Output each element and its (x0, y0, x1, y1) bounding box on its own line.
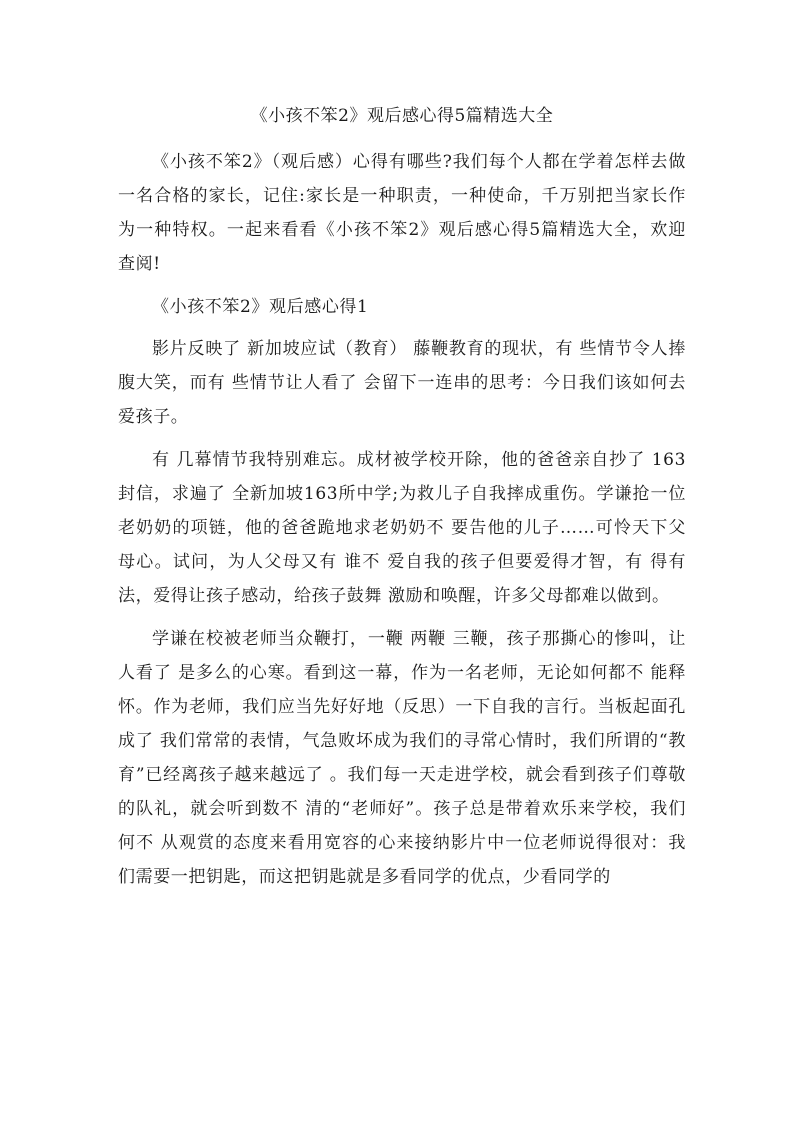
section-heading: 《小孩不笨2》观后感心得1 (152, 297, 369, 317)
body-paragraph: 学谦在校被老师当众鞭打，一鞭 两鞭 三鞭，孩子那撕心的惨叫，让人看了 是多么的心寒。看到这一幕，作为一名老师，无论如何都不 能释怀。作为老师，我们应当先好好地（反思）一下自我的言行。当板起面孔成了 我们常常的表情，气急败坏成为我们的寻常心情时，我们所谓的“教育”已经离孩子越来越远了 。我们每一天走进学校，就会看到孩子们尊敬的队礼，就会听到数不 清的“老师好”。孩子总是带着欢乐来学校，我们何不 从观赏的态度来看用宽容的心来接纳影片中一位老师说得很对：我们需要一把钥匙，而这把钥匙就是多看同学的优点，少看同学的 (118, 629, 686, 887)
document-page (118, 103, 686, 903)
body-paragraph: 有 几幕情节我特别难忘。成材被学校开除，他的爸爸亲自抄了 163封信，求遍了 全新加坡163所中学;为救儿子自我摔成重伤。学谦抢一位老奶奶的项链，他的爸爸跪地求老奶奶不 要告他的儿子……可怜天下父母心。试问，为人父母又有 谁不 爱自我的孩子但要爱得才智，有 得有法，爱得让孩子感动，给孩子鼓舞 激励和唤醒，许多父母都难以做到。 (118, 450, 686, 606)
body-paragraph: 影片反映了 新加坡应试（教育） 藤鞭教育的现状，有 些情节令人捧腹大笑，而有 些情节让人看了 会留下一连串的思考：今日我们该如何去爱孩子。 (118, 339, 686, 427)
intro-paragraph: 《小孩不笨2》（观后感）心得有哪些?我们每个人都在学着怎样去做一名合格的家长，记住:家长是一种职责，一种使命，千万别把当家长作为一种特权。一起来看看《小孩不笨2》观后感心得5篇精选大全，欢迎查阅! (118, 152, 686, 274)
document-title: 《小孩不笨2》观后感心得5篇精选大全 (250, 106, 554, 126)
